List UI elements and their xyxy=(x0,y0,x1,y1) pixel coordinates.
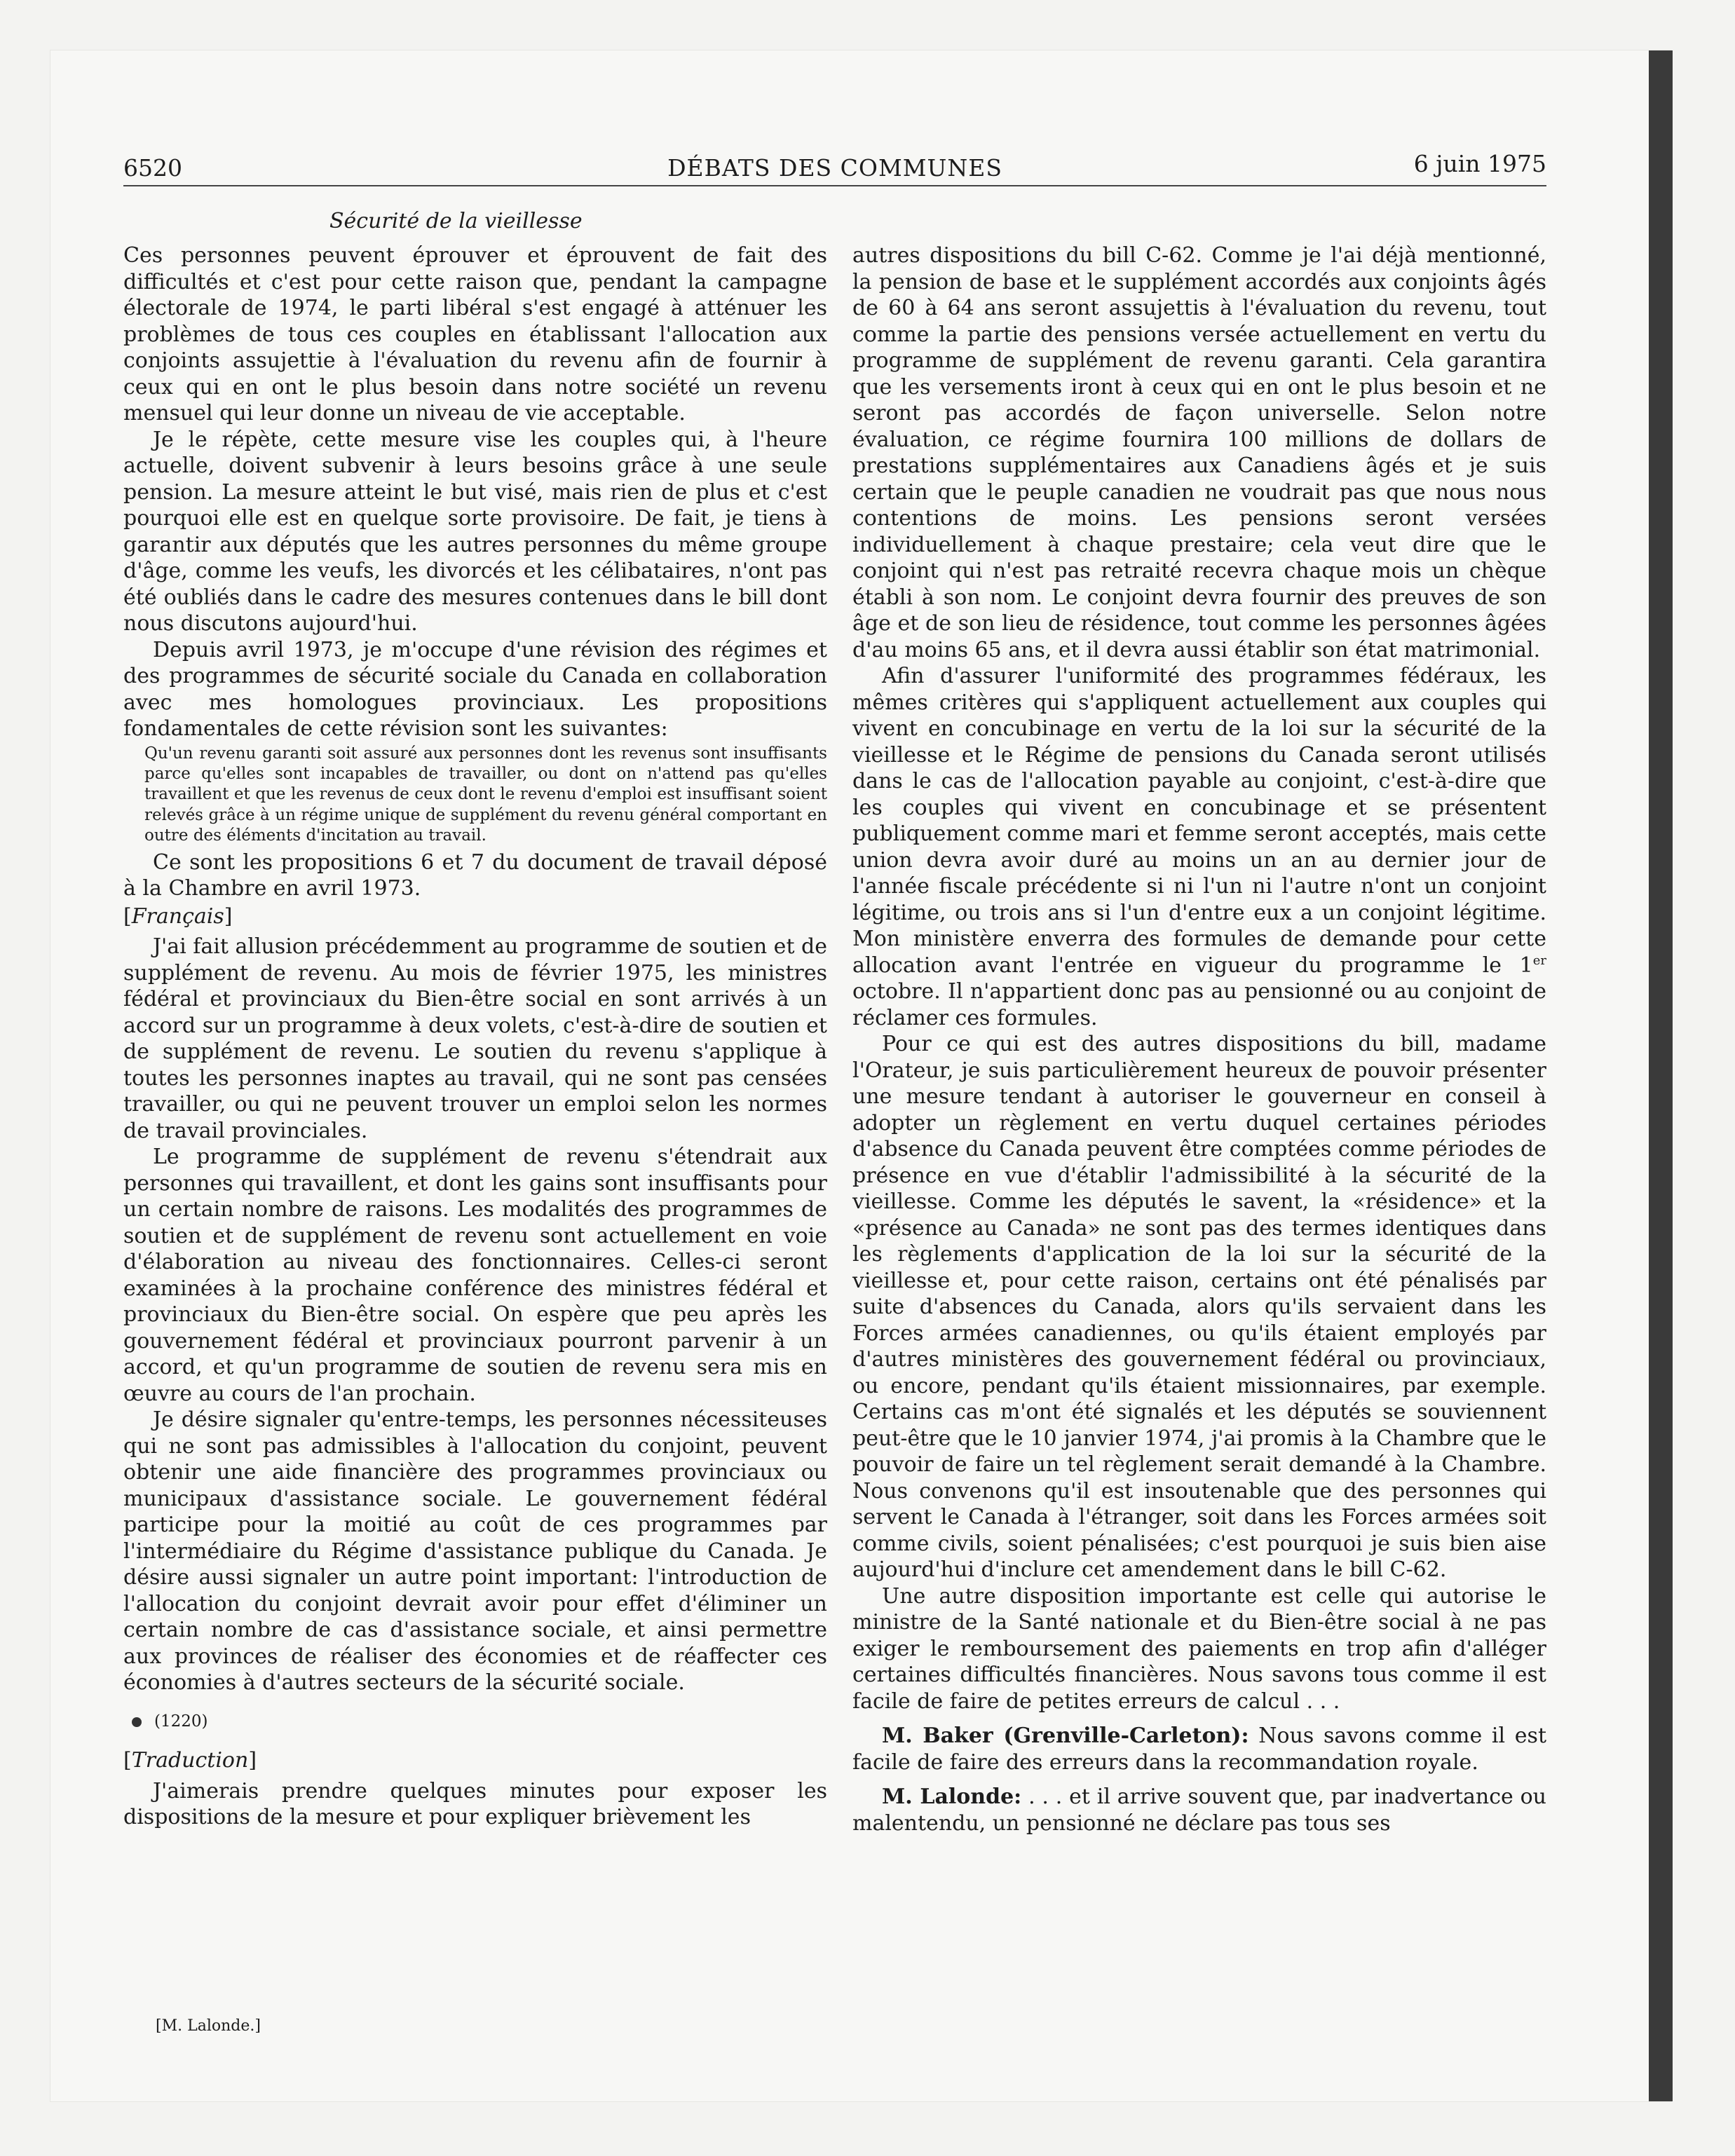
left-column xyxy=(123,243,827,1831)
paragraph: J'ai fait allusion précédemment au programme de soutien et de supplément de revenu. Au mois de février 1975, les ministres fédéral et provinciaux du Bien-être social en sont arrivés à un accord sur un programme à deux volets, c'est-à-dire de soutien et de supplément de revenu. Le soutien du revenu s'applique à toutes les personnes inaptes au travail, qui ne sont pas censées travailler, ou qui ne peuvent trouver un emploi selon les normes de travail provinciales. xyxy=(123,934,827,1143)
language-marker: [Français] xyxy=(123,903,233,929)
speech-text: . . . et il arrive souvent que, par inadvertance ou malentendu, un pensionné ne déclare pas tous ses xyxy=(852,1785,1546,1836)
paragraph: Depuis avril 1973, je m'occupe d'une révision des régimes et des programmes de sécurité sociale du Canada en collaboration avec mes homologues provinciaux. Les propositions fondamentales de cette révision sont les suivantes: xyxy=(123,637,827,741)
block-quote: Qu'un revenu garanti soit assuré aux personnes dont les revenus sont insuffisants parce qu'elles sont incapables de travailler, ou dont on n'attend pas qu'elles travaillent et que les revenus de ceux dont le revenu d'emploi est insuffisant soient relevés grâce à un régime unique de supplément du revenu général comportant en outre des éléments d'incitation au travail. xyxy=(144,744,827,845)
paragraph: Ces personnes peuvent éprouver et éprouvent de fait des difficultés et c'est pour cette raison que, pendant la campagne électorale de 1974, le parti libéral s'est engagé à atténuer les problèmes de tous ces couples en établissant l'allocation aux conjoints assujettie à l'évaluation du revenu afin de fournir à ceux qui en ont le plus besoin dans notre société un revenu mensuel qui leur donne un niveau de vie acceptable. xyxy=(123,243,827,425)
speech xyxy=(852,1723,1546,1775)
bullet-dot-icon xyxy=(132,1717,142,1727)
speaker-name: M. Lalonde: xyxy=(882,1785,1022,1809)
page-header xyxy=(123,149,1546,186)
time-marker xyxy=(132,1709,827,1735)
right-column xyxy=(852,243,1546,1836)
superscript: er xyxy=(1532,953,1546,968)
publication-title: DÉBATS DES COMMUNES xyxy=(667,154,1002,182)
paragraph: Ce sont les propositions 6 et 7 du document de travail déposé à la Chambre en avril 1973. xyxy=(123,850,827,901)
scan-edge-bar xyxy=(1649,50,1673,2101)
time-stamp: (1220) xyxy=(154,1712,208,1731)
speech-text: Nous savons comme il est facile de faire des erreurs dans la recommandation royale. xyxy=(852,1724,1547,1775)
speech xyxy=(852,1784,1546,1836)
paragraph: Je désire signaler qu'entre-temps, les personnes nécessiteuses qui ne sont pas admissibles à l'allocation du conjoint, peuvent obtenir une aide financière des programmes provinciaux ou municipaux d'assistance sociale. Le gouvernement fédéral participe pour la moitié au coût de ces programmes par l'intermédiaire du Régime d'assistance publique du Canada. Je désire aussi signaler un autre point important: l'introduction de l'allocation du conjoint devrait avoir pour effet d'éliminer un certain nombre de cas d'assistance sociale, et ainsi permettre aux provinces de réaliser des économies et de réaffecter ces économies à d'autres secteurs de la sécurité sociale. xyxy=(123,1407,827,1696)
footer-speaker: [M. Lalonde.] xyxy=(156,2017,261,2035)
page-date: 6 juin 1975 xyxy=(1413,150,1546,177)
speaker-name: M. Baker (Grenville-Carleton): xyxy=(882,1724,1249,1748)
running-head: Sécurité de la vieillesse xyxy=(329,209,583,233)
paragraph: autres dispositions du bill C-62. Comme je l'ai déjà mentionné, la pension de base et le supplément accordés aux conjoints âgés de 60 à 64 ans seront assujettis à l'évaluation du revenu, tout comme la partie des pensions versée actuellement en vertu du programme de supplément de revenu garanti. Cela garantira que les versements iront à ceux qui en ont le plus besoin et ne seront pas accordés de façon universelle. Selon notre évaluation, ce régime fournira 100 millions de dollars de prestations supplémentaires aux Canadiens âgés et je suis certain que le peuple canadien ne voudrait pas que nous nous contentions de moins. Les pensions seront versées individuellement à chaque prestaire; cela veut dire que le conjoint qui n'est pas retraité recevra chaque mois un chèque établi à son nom. Le conjoint devra fournir des preuves de son âge et de son lieu de résidence, tout comme les personnes âgées d'au moins 65 ans, et il devra aussi établir son état matrimonial. xyxy=(852,243,1546,662)
language-label: Traduction xyxy=(131,1748,249,1773)
page-number: 6520 xyxy=(123,154,182,182)
paragraph: J'aimerais prendre quelques minutes pour exposer les dispositions de la mesure et pour expliquer brièvement les xyxy=(123,1778,827,1830)
language-label: Français xyxy=(131,903,224,929)
paragraph: Pour ce qui est des autres dispositions du bill, madame l'Orateur, je suis particulièrement heureux de pouvoir présenter une mesure tendant à autoriser le gouverneur en conseil à adopter un règlement en vertu duquel certaines périodes d'absence du Canada peuvent être comptées comme périodes de présence en vue d'établir l'admissibilité à la sécurité de la vieillesse. Comme les députés le savent, la «résidence» et la «présence au Canada» ne sont pas des termes identiques dans les règlements d'application de la loi sur la sécurité de la vieillesse et, pour cette raison, certains ont été pénalisés par suite d'absences du Canada, alors qu'ils servaient dans les Forces armées canadiennes, ou qu'ils étaient employés par d'autres ministères des gouvernement fédéral ou provinciaux, ou encore, pendant qu'ils étaient missionnaires, par exemple. Certains cas m'ont été signalés et les députés se souviennent peut-être que le 10 janvier 1974, j'ai promis à la Chambre que le pouvoir de faire un tel règlement serait demandé à la Chambre. Nous convenons qu'il est insoutenable que des personnes qui servent le Canada à l'étranger, soit dans les Forces armées soit comme civils, soient pénalisées; c'est pourquoi je suis bien aise aujourd'hui d'inclure cet amendement dans le bill C-62. xyxy=(852,1032,1546,1582)
paragraph: Je le répète, cette mesure vise les couples qui, à l'heure actuelle, doivent subvenir à leurs besoins grâce à une seule pension. La mesure atteint le but visé, mais rien de plus et c'est pourquoi elle est en quelque sorte provisoire. De fait, je tiens à garantir aux députés que les autres personnes du même groupe d'âge, comme les veufs, les divorcés et les célibataires, n'ont pas été oubliés dans le cadre des mesures contenues dans le bill dont nous discutons aujourd'hui. xyxy=(123,427,827,636)
paragraph: Une autre disposition importante est celle qui autorise le ministre de la Santé nationale et du Bien-être social à ne pas exiger le remboursement des paiements en trop afin d'alléger certaines difficultés financières. Nous savons tous comme il est facile de faire de petites erreurs de calcul . . . xyxy=(852,1583,1546,1714)
language-marker: [Traduction] xyxy=(123,1748,257,1773)
paragraph: Le programme de supplément de revenu s'étendrait aux personnes qui travaillent, et dont les gains sont insuffisants pour un certain nombre de raisons. Les modalités des programmes de soutien et de supplément de revenu sont actuellement en voie d'élaboration au niveau des fonctionnaires. Celles-ci seront examinées à la prochaine conférence des ministres fédéral et provinciaux du Bien-être social. On espère que peu après les gouvernement fédéral et provinciaux pourront parvenir à un accord, et qu'un programme de soutien de revenu sera mis en œuvre au cours de l'an prochain. xyxy=(123,1145,827,1406)
paragraph: Afin d'assurer l'uniformité des programmes fédéraux, les mêmes critères qui s'appliquent actuellement aux couples qui vivent en concubinage en vertu de la loi sur la sécurité de la vieillesse et le Régime de pensions du Canada seront utilisés dans le cas de l'allocation payable au conjoint, c'est-à-dire que les couples qui vivent en concubinage et se présentent publiquement comme mari et femme seront acceptés, mais cette union devra avoir duré au moins un an au dernier jour de l'année fiscale précédente si ni l'un ni l'autre n'ont un conjoint légitime, ou trois ans si l'un d'entre eux a un conjoint légitime. Mon ministère enverra des formules de demande pour cette allocation avant l'entrée en vigueur du programme le 1er octobre. Il n'appartient donc pas au pensionné ou au conjoint de réclamer ces formules. xyxy=(852,664,1546,1030)
